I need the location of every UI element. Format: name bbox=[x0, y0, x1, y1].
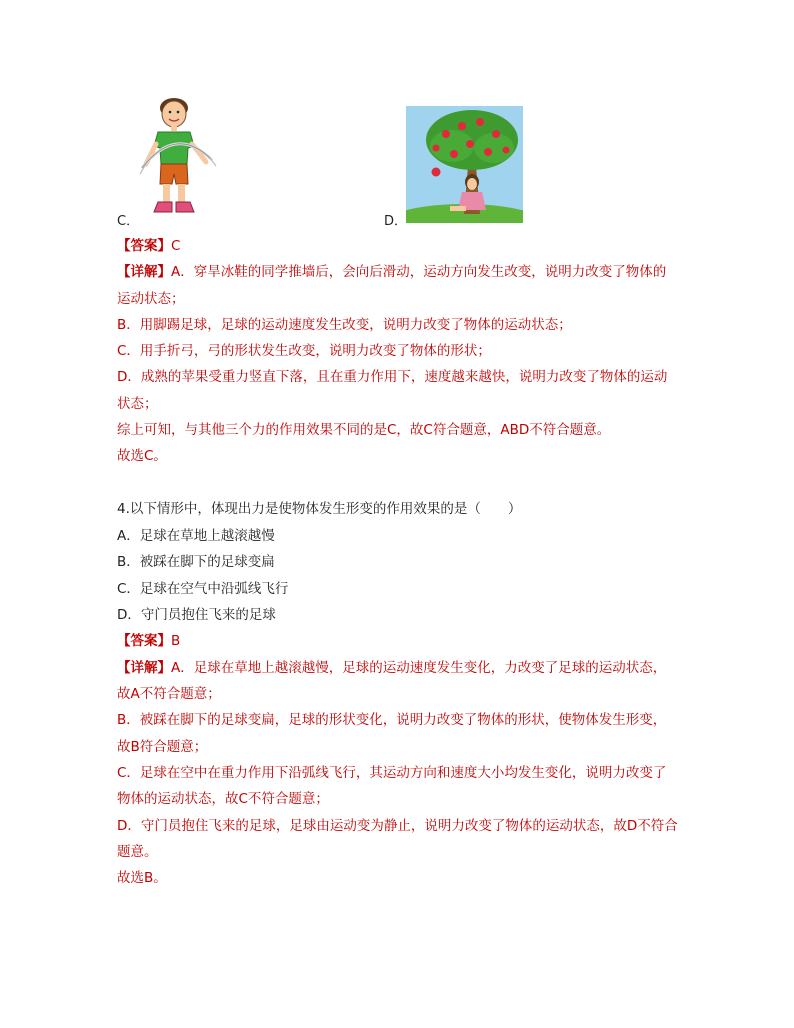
q3-detail-line-5: D．成熟的苹果受重力竖直下落，且在重力作用下，速度越来越快，说明力改变了物体的运动 bbox=[117, 369, 668, 385]
q4-option-c: C．足球在空气中沿弧线飞行 bbox=[117, 581, 289, 597]
q4-detail-line-6: 物体的运动状态，故C不符合题意； bbox=[117, 791, 329, 807]
q3-answer-tag: 【答案】 bbox=[117, 238, 171, 254]
q4-answer-tag: 【答案】 bbox=[117, 633, 171, 649]
q3-detail-line-6: 状态； bbox=[117, 396, 158, 412]
q3-detail-line-3: B．用脚踢足球，足球的运动速度发生改变，说明力改变了物体的运动状态； bbox=[117, 317, 572, 333]
q3-answer-value: C bbox=[171, 238, 181, 254]
q4-detail-line-8: 题意。 bbox=[117, 844, 158, 860]
q3-detail-line-1 bbox=[117, 263, 666, 281]
q3-detail-line-8: 故选C。 bbox=[117, 448, 167, 464]
q3-detail-line-2: 运动状态； bbox=[117, 291, 185, 307]
q4-detail-text: A．足球在草地上越滚越慢，足球的运动速度发生变化，力改变了足球的运动状态， bbox=[171, 660, 667, 676]
option-c-label: C． bbox=[117, 214, 140, 229]
q4-detail-line-9: 故选B。 bbox=[117, 870, 167, 886]
q4-option-d: D．守门员抱住飞来的足球 bbox=[117, 607, 276, 623]
q4-detail-line-7: D．守门员抱住飞来的足球，足球由运动变为静止，说明力改变了物体的运动状态，故D不符合 bbox=[117, 818, 678, 834]
q4-option-a: A．足球在草地上越滚越慢 bbox=[117, 528, 275, 544]
q3-answer-line bbox=[117, 237, 180, 255]
q4-detail-tag: 【详解】 bbox=[117, 660, 171, 676]
q4-answer-line bbox=[117, 632, 180, 650]
q3-detail-tag: 【详解】 bbox=[117, 264, 171, 280]
q4-answer-value: B bbox=[171, 633, 181, 649]
q4-detail-line-2: 故A不符合题意； bbox=[117, 686, 221, 702]
q4-detail-line-3: B．被踩在脚下的足球变扁，足球的形状变化，说明力改变了物体的形状，使物体发生形变， bbox=[117, 712, 667, 728]
q4-detail-line-1 bbox=[117, 659, 666, 677]
q4-question: 4.以下情形中，体现出力是使物体发生形变的作用效果的是（ ） bbox=[117, 501, 522, 517]
q3-detail-text: A．穿旱冰鞋的同学推墙后，会向后滑动，运动方向发生改变，说明力改变了物体的 bbox=[171, 264, 667, 280]
boy-bending-bow-illustration bbox=[138, 96, 228, 222]
q4-option-b: B．被踩在脚下的足球变扁 bbox=[117, 554, 275, 570]
q4-detail-line-4: 故B符合题意； bbox=[117, 739, 208, 755]
q3-detail-line-4: C．用手折弓，弓的形状发生改变，说明力改变了物体的形状； bbox=[117, 343, 491, 359]
q3-detail-line-7: 综上可知，与其他三个力的作用效果不同的是C，故C符合题意，ABD不符合题意。 bbox=[117, 422, 611, 438]
q4-detail-line-5: C．足球在空中在重力作用下沿弧线飞行，其运动方向和速度大小均发生变化，说明力改变了 bbox=[117, 765, 667, 781]
apple-tree-illustration bbox=[406, 106, 523, 223]
option-d-label: D． bbox=[384, 214, 408, 229]
